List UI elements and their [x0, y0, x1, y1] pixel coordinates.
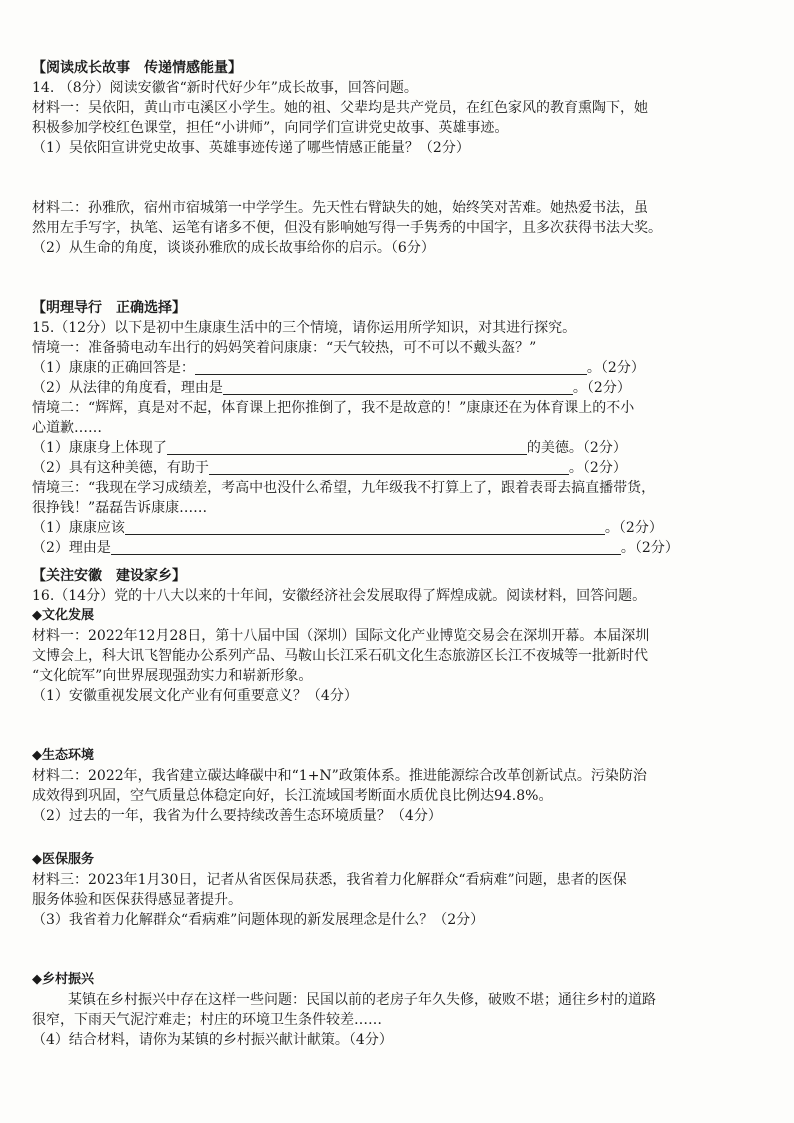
material-text: 2022年12月28日，第十八届中国（深圳）国际文化产业博览交易会在深圳开幕。本届深圳	[88, 628, 650, 644]
question-16-1: （1）安徽重视发展文化产业有何重要意义？（4分）	[32, 688, 358, 704]
prompt: （1）康康的正确回答是：	[32, 360, 195, 376]
material-1-line-2: 积极参加学校红色课堂，担任“小讲师”，向同学们宣讲党史故事、英雄事迹。	[32, 120, 509, 136]
subheading-medical: ◆医保服务	[32, 852, 94, 867]
answer-blank[interactable]	[167, 440, 527, 455]
prompt: （2）理由是	[32, 540, 111, 556]
question-15-c3-2	[32, 538, 764, 558]
question-16-stem: 16.（14分）党的十八大以来的十年间，安徽经济社会发展取得了辉煌成就。阅读材料，回答问题。	[32, 588, 647, 604]
material-3-1-line-2: 文博会上，科大讯飞智能办公系列产品、马鞍山长江采石矶文化生态旅游区长江不夜城等一批新时代	[32, 648, 648, 664]
question-16-4: （4）结合材料，请你为某镇的乡村振兴献计献策。（4分）	[32, 1032, 393, 1048]
material-2-line-2: 然用左手写字，执笔、运笔有诸多不便，但没有影响她写得一手隽秀的中国字，且多次获得书法大奖。	[32, 220, 662, 236]
context-1	[32, 338, 764, 358]
material-label: 材料三：	[32, 872, 88, 888]
context-label: 情境三：	[32, 480, 88, 496]
material-3-2-line-2: 成效得到巩固，空气质量总体稳定向好，长江流域国考断面水质优良比例达94.8%。	[32, 788, 553, 804]
material-1-line-1	[32, 98, 764, 118]
points: 的美德。（2分）	[526, 440, 627, 456]
answer-blank[interactable]	[111, 540, 621, 555]
subheading-rural: ◆乡村振兴	[32, 972, 94, 987]
question-14-1: （1）吴依阳宣讲党史故事、英雄事迹传递了哪些情感正能量？（2分）	[32, 140, 470, 156]
points: 。（2分）	[586, 360, 645, 376]
question-14-stem: 14. （8分）阅读安徽省“新时代好少年”成长故事，回答问题。	[32, 80, 418, 96]
context-3-line-2: 很挣钱！”磊磊告诉康康……	[32, 500, 208, 516]
section-heading-choice: 【明理导行 正确选择】	[32, 300, 186, 316]
question-15-c2-1	[32, 438, 764, 458]
context-label: 情境二：	[32, 400, 88, 416]
material-label: 材料一：	[32, 628, 88, 644]
context-label: 情境一：	[32, 340, 88, 356]
context-text: “我现在学习成绩差，考高中也没什么希望，九年级我不打算上了，跟着表哥去搞直播带货，	[88, 480, 656, 496]
question-15-c2-2	[32, 458, 764, 478]
context-text: “辉辉，真是对不起，体育课上把你推倒了，我不是故意的！”康康还在为体育课上的不小	[88, 400, 635, 416]
answer-space	[32, 706, 764, 746]
question-16-3: （3）我省着力化解群众“看病难”问题体现的新发展理念是什么？（2分）	[32, 912, 485, 928]
material-text: 2023年1月30日，记者从省医保局获悉，我省着力化解群众“看病难”问题，患者的医保	[88, 872, 627, 888]
points: 。（2分）	[604, 520, 663, 536]
question-14-2: （2）从生命的角度，谈谈孙雅欣的成长故事给你的启示。（6分）	[32, 240, 435, 256]
prompt: （1）康康应该	[32, 520, 125, 536]
material-3-3-line-1	[32, 870, 764, 890]
material-label: 材料二：	[32, 200, 88, 216]
context-2-line-2: 心道歉……	[32, 420, 102, 436]
material-text: 2022年，我省建立碳达峰碳中和“1+N”政策体系。推进能源综合改革创新试点。污染防治	[88, 768, 647, 784]
points: 。（2分）	[572, 380, 631, 396]
answer-space	[32, 258, 764, 298]
context-2-line-1	[32, 398, 764, 418]
points: 。（2分）	[568, 460, 627, 476]
material-3-1-line-3: “文化皖军”向世界展现强劲实力和崭新形象。	[32, 668, 313, 684]
answer-space	[32, 826, 764, 850]
question-15-stem: 15.（12分）以下是初中生康康生活中的三个情境，请你运用所学知识，对其进行探究。	[32, 320, 577, 336]
prompt: （2）具有这种美德，有助于	[32, 460, 209, 476]
prompt: （2）从法律的角度看，理由是	[32, 380, 223, 396]
material-text: 孙雅欣，宿州市宿城第一中学学生。先天性右臂缺失的她，始终笑对苦难。她热爱书法，虽	[88, 200, 648, 216]
answer-blank[interactable]	[195, 360, 587, 375]
question-15-c1-2	[32, 378, 764, 398]
points: 。（2分）	[620, 540, 679, 556]
material-3-3-line-2: 服务体验和医保获得感显著提升。	[32, 892, 242, 908]
material-label: 材料一：	[32, 100, 88, 116]
question-15-c1-1	[32, 358, 764, 378]
answer-blank[interactable]	[223, 380, 573, 395]
material-3-4-line-1: 某镇在乡村振兴中存在这样一些问题：民国以前的老房子年久失修，破败不堪；通往乡村的道路	[68, 992, 656, 1008]
context-3-line-1	[32, 478, 764, 498]
answer-space	[32, 158, 764, 198]
material-3-1-line-1	[32, 626, 764, 646]
answer-blank[interactable]	[209, 460, 569, 475]
answer-blank[interactable]	[125, 520, 605, 535]
question-15-c3-1	[32, 518, 764, 538]
subheading-culture: ◆文化发展	[32, 608, 94, 623]
spacer	[32, 558, 764, 566]
section-heading-anhui: 【关注安徽 建设家乡】	[32, 568, 186, 584]
material-3-4-line-2: 很窄，下雨天气泥泞难走；村庄的环境卫生条件较差……	[32, 1012, 382, 1028]
material-2-line-1	[32, 198, 764, 218]
answer-space	[32, 930, 764, 970]
prompt: （1）康康身上体现了	[32, 440, 167, 456]
material-label: 材料二：	[32, 768, 88, 784]
material-3-2-line-1	[32, 766, 764, 786]
subheading-ecology: ◆生态环境	[32, 748, 94, 763]
material-text: 吴依阳，黄山市屯溪区小学生。她的祖、父辈均是共产党员，在红色家风的教育熏陶下，她	[88, 100, 648, 116]
section-heading-reading: 【阅读成长故事 传递情感能量】	[32, 60, 242, 76]
question-16-2: （2）过去的一年，我省为什么要持续改善生态环境质量？（4分）	[32, 808, 442, 824]
context-text: 准备骑电动车出行的妈妈笑着问康康：“天气较热，可不可以不戴头盔？”	[88, 340, 537, 356]
